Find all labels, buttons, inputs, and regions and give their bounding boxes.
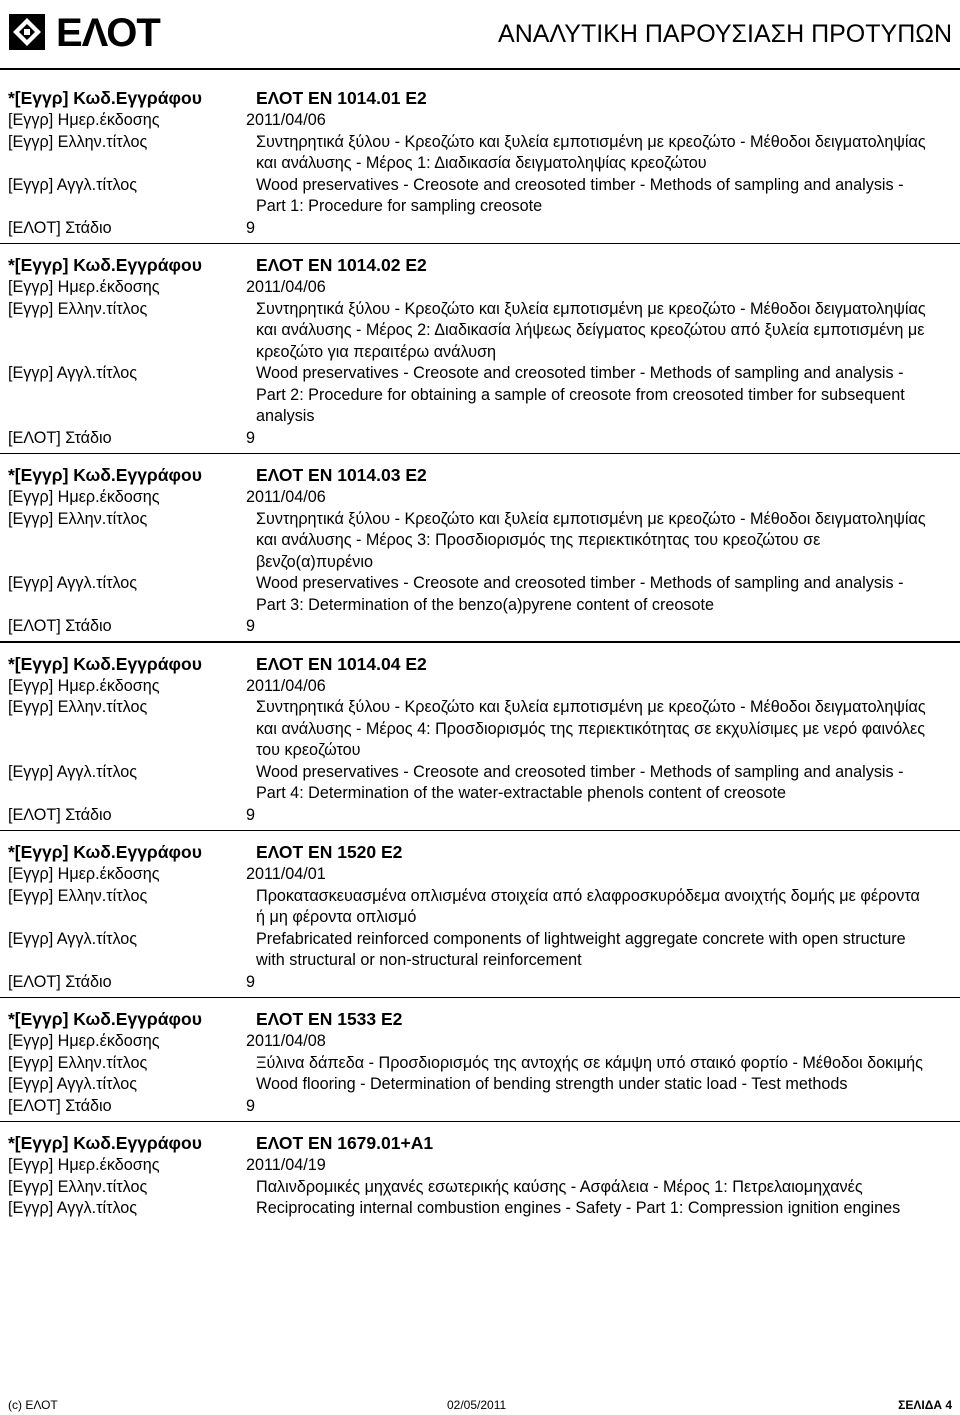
greek-title-row	[0, 299, 960, 364]
doc-code-row	[0, 253, 960, 277]
issue-date-row	[0, 110, 960, 132]
english-title-label: [Εγγρ] Αγγλ.τίτλος	[8, 1199, 138, 1217]
record-block	[0, 253, 960, 449]
stage-row	[0, 1096, 960, 1118]
stage-row	[0, 428, 960, 450]
english-title-row	[0, 363, 960, 428]
doc-code-row	[0, 86, 960, 110]
greek-title-value: Παλινδρομικές μηχανές εσωτερικής καύσης - Ασφάλεια - Μέρος 1: Πετρελαιομηχανές	[256, 1177, 863, 1196]
greek-title-row	[0, 886, 960, 929]
greek-title-row	[0, 132, 960, 175]
doc-code-value: ΕΛΟΤ EN 1520 E2	[256, 842, 403, 862]
doc-code-label: *[Εγγρ] Κωδ.Εγγράφου	[8, 1009, 202, 1029]
greek-title-value: Συντηρητικά ξύλου - Κρεοζώτο και ξυλεία εμποτισμένη με κρεοζώτο - Μέθοδοι δειγματοληψίας και ανάλυσης - Μέρος 1: Διαδικασία δειγματοληψίας κρεοζώτου	[256, 132, 926, 172]
english-title-value: Prefabricated reinforced components of lightweight aggregate concrete with open structure with structural or non-structural reinforcement	[256, 929, 906, 969]
record-block	[0, 86, 960, 239]
english-title-row	[0, 762, 960, 805]
greek-title-value: Συντηρητικά ξύλου - Κρεοζώτο και ξυλεία εμποτισμένη με κρεοζώτο - Μέθοδοι δειγματοληψίας και ανάλυσης - Μέρος 2: Διαδικασία λήψεως δείγματος κρεοζώτου από ξυλεία εμποτισμένη με κρεοζώτο για περαιτέρω ανάλυση	[256, 299, 926, 361]
stage-label: [ΕΛΟΤ] Στάδιο	[8, 218, 112, 237]
stage-value: 9	[246, 972, 256, 991]
issue-date-label: [Εγγρ] Ημερ.έκδοσης	[8, 111, 160, 129]
issue-date-value: 2011/04/08	[246, 1032, 326, 1050]
doc-code-label: *[Εγγρ] Κωδ.Εγγράφου	[8, 1133, 202, 1153]
doc-code-value: ΕΛΟΤ EN 1014.04 E2	[256, 653, 427, 674]
stage-label: [ΕΛΟΤ] Στάδιο	[8, 1096, 112, 1115]
greek-title-value: Συντηρητικά ξύλου - Κρεοζώτο και ξυλεία εμποτισμένη με κρεοζώτο - Μέθοδοι δειγματοληψίας και ανάλυσης - Μέρος 3: Προσδιορισμός της περιεκτικότητας του κρεοζώτου σε βενζο(α)πυρένιο	[256, 509, 926, 571]
stage-value: 9	[246, 218, 256, 237]
record-divider	[0, 1121, 960, 1123]
greek-title-row	[0, 1053, 960, 1075]
english-title-value: Wood preservatives - Creosote and creosoted timber - Methods of sampling and analysis - Part 4: Determination of the water-extractable phenols content of creosote	[256, 762, 904, 802]
record-divider	[0, 830, 960, 832]
greek-title-label: [Εγγρ] Ελλην.τίτλος	[8, 886, 148, 905]
doc-code-value: ΕΛΟΤ EN 1679.01+A1	[256, 1133, 434, 1153]
doc-code-label: *[Εγγρ] Κωδ.Εγγράφου	[8, 88, 202, 108]
issue-date-value: 2011/04/06	[246, 111, 326, 129]
doc-code-label: *[Εγγρ] Κωδ.Εγγράφου	[8, 842, 202, 862]
english-title-value: Wood preservatives - Creosote and creosoted timber - Methods of sampling and analysis - Part 2: Procedure for obtaining a sample of creosote from creosoted timber for subsequent analysis	[256, 364, 905, 425]
issue-date-label: [Εγγρ] Ημερ.έκδοσης	[8, 278, 160, 296]
issue-date-value: 2011/04/01	[246, 865, 326, 883]
doc-code-value: ΕΛΟΤ EN 1014.01 E2	[256, 88, 427, 108]
greek-title-row	[0, 697, 960, 762]
record-block	[0, 1007, 960, 1117]
english-title-row	[0, 573, 960, 616]
stage-row	[0, 805, 960, 827]
record-block	[0, 652, 960, 827]
logo-text: ΕΛΟΤ	[56, 11, 160, 55]
issue-date-row	[0, 676, 960, 698]
greek-title-label: [Εγγρ] Ελλην.τίτλος	[8, 132, 148, 151]
stage-value: 9	[246, 617, 256, 635]
page-footer	[0, 1398, 960, 1415]
issue-date-label: [Εγγρ] Ημερ.έκδοσης	[8, 865, 160, 883]
doc-code-row	[0, 1131, 960, 1155]
issue-date-value: 2011/04/06	[246, 676, 326, 695]
doc-code-label: *[Εγγρ] Κωδ.Εγγράφου	[8, 255, 202, 275]
greek-title-row	[0, 1177, 960, 1199]
footer-page-number: ΣΕΛΙΔΑ 4	[898, 1398, 952, 1412]
stage-row	[0, 616, 960, 638]
doc-code-value: ΕΛΟΤ EN 1533 E2	[256, 1009, 403, 1029]
greek-title-label: [Εγγρ] Ελλην.τίτλος	[8, 299, 148, 318]
doc-code-value: ΕΛΟΤ EN 1014.02 E2	[256, 255, 427, 275]
issue-date-row	[0, 1155, 960, 1177]
english-title-value: Wood preservatives - Creosote and creosoted timber - Methods of sampling and analysis - Part 3: Determination of the benzo(a)pyrene content of creosote	[256, 574, 904, 614]
footer-copyright: (c) ΕΛΟΤ	[8, 1398, 58, 1412]
stage-label: [ΕΛΟΤ] Στάδιο	[8, 972, 112, 991]
page-header	[0, 0, 960, 68]
english-title-row	[0, 175, 960, 218]
record-divider	[0, 243, 960, 245]
stage-value: 9	[246, 805, 256, 824]
record-block	[0, 1131, 960, 1220]
footer-date: 02/05/2011	[447, 1398, 507, 1412]
issue-date-row	[0, 277, 960, 299]
greek-title-row	[0, 509, 960, 574]
issue-date-row	[0, 864, 960, 886]
issue-date-row	[0, 1031, 960, 1053]
doc-code-row	[0, 1007, 960, 1031]
english-title-label: [Εγγρ] Αγγλ.τίτλος	[8, 929, 138, 948]
issue-date-label: [Εγγρ] Ημερ.έκδοσης	[8, 676, 160, 695]
greek-title-value: Ξύλινα δάπεδα - Προσδιορισμός της αντοχής σε κάμψη υπό σταικό φορτίο - Μέθοδοι δοκιμής	[256, 1053, 923, 1072]
doc-code-label: *[Εγγρ] Κωδ.Εγγράφου	[8, 465, 202, 485]
greek-title-value: Συντηρητικά ξύλου - Κρεοζώτο και ξυλεία εμποτισμένη με κρεοζώτο - Μέθοδοι δειγματοληψίας και ανάλυσης - Μέρος 4: Προσδιορισμός της περιεκτικότητας σε εκχυλίσιμες με νερό φαινόλες του κρεοζώτου	[256, 698, 926, 759]
record-divider	[0, 997, 960, 999]
doc-code-label: *[Εγγρ] Κωδ.Εγγράφου	[8, 653, 202, 674]
record-block	[0, 463, 960, 638]
doc-code-row	[0, 652, 960, 676]
record-block	[0, 840, 960, 993]
greek-title-label: [Εγγρ] Ελλην.τίτλος	[8, 1177, 148, 1196]
english-title-row	[0, 1074, 960, 1096]
english-title-value: Wood preservatives - Creosote and creosoted timber - Methods of sampling and analysis - Part 1: Procedure for sampling creosote	[256, 175, 904, 215]
record-divider	[0, 453, 960, 455]
english-title-row	[0, 929, 960, 972]
elot-logo	[8, 8, 158, 58]
issue-date-value: 2011/04/19	[246, 1156, 326, 1174]
english-title-label: [Εγγρ] Αγγλ.τίτλος	[8, 762, 138, 781]
doc-code-row	[0, 463, 960, 487]
greek-title-value: Προκατασκευασμένα οπλισμένα στοιχεία από ελαφροσκυρόδεμα ανοιχτής δομής με φέροντα ή μη φέροντα οπλισμό	[256, 886, 920, 926]
issue-date-row	[0, 487, 960, 509]
stage-row	[0, 972, 960, 994]
english-title-label: [Εγγρ] Αγγλ.τίτλος	[8, 364, 138, 382]
page-title: ΑΝΑΛΥΤΙΚΗ ΠΑΡΟΥΣΙΑΣΗ ΠΡΟΤΥΠΩΝ	[498, 20, 952, 48]
stage-label: [ΕΛΟΤ] Στάδιο	[8, 428, 112, 447]
records-list	[0, 86, 960, 1234]
english-title-value: Wood flooring - Determination of bending strength under static load - Test methods	[256, 1075, 848, 1093]
doc-code-row	[0, 840, 960, 864]
english-title-value: Reciprocating internal combustion engines - Safety - Part 1: Compression ignition engines	[256, 1199, 901, 1217]
english-title-row	[0, 1198, 960, 1220]
greek-title-label: [Εγγρ] Ελλην.τίτλος	[8, 509, 148, 528]
greek-title-label: [Εγγρ] Ελλην.τίτλος	[8, 698, 148, 716]
stage-row	[0, 218, 960, 240]
issue-date-label: [Εγγρ] Ημερ.έκδοσης	[8, 1156, 160, 1174]
stage-value: 9	[246, 1096, 256, 1115]
issue-date-label: [Εγγρ] Ημερ.έκδοσης	[8, 1032, 160, 1050]
record-divider	[0, 641, 960, 643]
greek-title-label: [Εγγρ] Ελλην.τίτλος	[8, 1053, 148, 1072]
stage-label: [ΕΛΟΤ] Στάδιο	[8, 617, 112, 635]
doc-code-value: ΕΛΟΤ EN 1014.03 E2	[256, 465, 427, 485]
header-rule	[0, 68, 960, 70]
issue-date-value: 2011/04/06	[246, 278, 326, 296]
english-title-label: [Εγγρ] Αγγλ.τίτλος	[8, 574, 138, 592]
issue-date-label: [Εγγρ] Ημερ.έκδοσης	[8, 488, 160, 506]
english-title-label: [Εγγρ] Αγγλ.τίτλος	[8, 1075, 138, 1093]
stage-value: 9	[246, 428, 256, 447]
issue-date-value: 2011/04/06	[246, 488, 326, 506]
stage-label: [ΕΛΟΤ] Στάδιο	[8, 805, 112, 824]
english-title-label: [Εγγρ] Αγγλ.τίτλος	[8, 175, 138, 194]
